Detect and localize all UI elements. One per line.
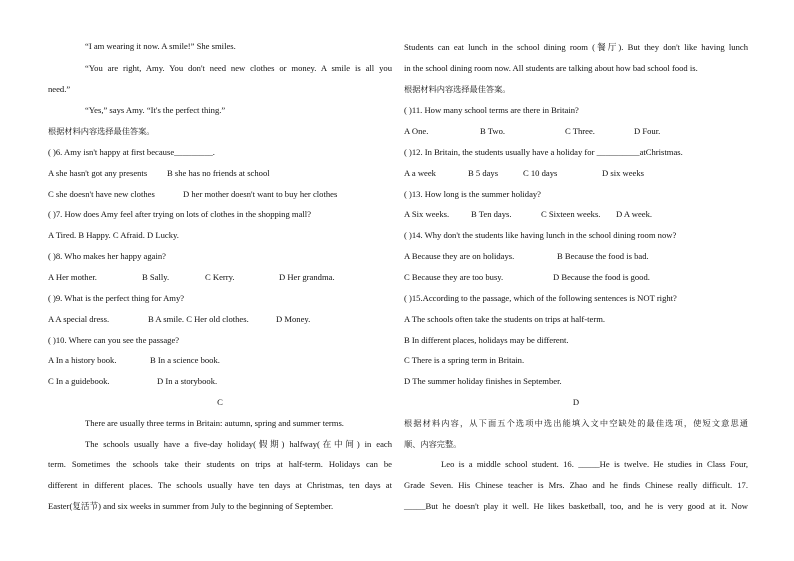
question-8-stem: ( )8. Who makes her happy again? <box>48 251 166 261</box>
option-a: A Six weeks. <box>404 209 450 219</box>
passage-line: Students can eat lunch in the school dining room (餐厅). But they don't like having lunch <box>404 42 748 52</box>
option-d: D Four. <box>634 126 661 136</box>
option-d: D Because the food is good. <box>553 272 650 282</box>
question-7-options: A Tired. B Happy. C Afraid. D Lucky. <box>48 230 179 240</box>
passage-line: Grade Seven. His Chinese teacher is Mrs. Zhao and he finds Chinese really difficult. 17. <box>404 480 748 490</box>
story-line: “You are right, Amy. You don't need new clothes or money. A smile is all you <box>85 63 392 73</box>
option-a: A In a history book. <box>48 355 117 365</box>
option-d: D The summer holiday finishes in September. <box>404 376 562 386</box>
option-c: C 10 days <box>523 168 558 178</box>
story-line: “Yes,” says Amy. “It's the perfect thing.” <box>85 105 226 115</box>
section-heading-d: D <box>572 397 580 407</box>
option-c: C Sixteen weeks. <box>541 209 601 219</box>
option-d: D Her grandma. <box>279 272 335 282</box>
option-c: C Kerry. <box>205 272 235 282</box>
question-11-stem: ( )11. How many school terms are there in Britain? <box>404 105 579 115</box>
option-d: D her mother doesn't want to buy her clothes <box>183 189 338 199</box>
option-a: A Her mother. <box>48 272 97 282</box>
passage-line: different in different places. The schools usually have ten days at Christmas, ten days at <box>48 480 392 490</box>
option-b: B Ten days. <box>471 209 512 219</box>
question-6-options <box>48 167 270 179</box>
option-c: C she doesn't have new clothes <box>48 189 155 199</box>
option-c: C There is a spring term in Britain. <box>404 355 525 365</box>
option-b-c: B A smile. C Her old clothes. <box>148 314 249 324</box>
question-13-options <box>404 208 652 220</box>
passage-line: term. Sometimes the schools take their students on trips at half-term. Holidays can be <box>48 459 392 469</box>
option-a: A The schools often take the students on trips at half-term. <box>404 314 606 324</box>
option-c: C In a guidebook. <box>48 376 110 386</box>
option-b: B In a science book. <box>150 355 220 365</box>
question-11-options <box>404 125 660 137</box>
question-12-options <box>404 167 644 179</box>
option-d: D In a storybook. <box>157 376 218 386</box>
passage-line: _____But he doesn't play it well. He likes basketball, too, and he is very good at it. Now <box>404 501 748 511</box>
question-13-stem: ( )13. How long is the summer holiday? <box>404 189 542 199</box>
question-12-stem: ( )12. In Britain, the students usually have a holiday for __________atChristmas. <box>404 147 683 157</box>
instruction-d: 根据材料内容，从下面五个选项中选出能填入文中空缺处的最佳选项，使短文意思通 <box>404 418 748 428</box>
option-c: C Because they are too busy. <box>404 272 504 282</box>
question-10-stem: ( )10. Where can you see the passage? <box>48 335 180 345</box>
instruction: 根据材料内容选择最佳答案。 <box>48 126 155 136</box>
passage-line: Leo is a middle school student. 16. _____He is twelve. He studies in Class Four, <box>441 459 748 469</box>
section-heading-c: C <box>217 397 223 407</box>
question-14-options <box>404 271 650 283</box>
question-6-options <box>48 188 337 200</box>
story-line: “I am wearing it now. A smile!” She smiles. <box>85 41 236 51</box>
option-a: A A special dress. <box>48 314 110 324</box>
option-b: B Because the food is bad. <box>557 251 649 261</box>
option-a: A One. <box>404 126 429 136</box>
option-b: B 5 days <box>468 168 499 178</box>
passage-line: Easter(复活节) and six weeks in summer from July to the beginning of September. <box>48 501 334 511</box>
option-c: C Three. <box>565 126 595 136</box>
question-14-options <box>404 250 649 262</box>
option-a: A a week <box>404 168 436 178</box>
passage-line: in the school dining room now. All students are talking about how bad school food is. <box>404 63 698 73</box>
question-10-options <box>48 354 220 366</box>
question-14-stem: ( )14. Why don't the students like having lunch in the school dining room now? <box>404 230 677 240</box>
passage-line: The schools usually have a five-day holiday(假期) halfway(在中间) in each <box>85 439 392 449</box>
option-a: A Because they are on holidays. <box>404 251 515 261</box>
question-7-stem: ( )7. How does Amy feel after trying on lots of clothes in the shopping mall? <box>48 209 312 219</box>
option-b: B she has no friends at school <box>167 168 270 178</box>
question-8-options <box>48 271 335 283</box>
option-d: D Money. <box>276 314 311 324</box>
question-9-stem: ( )9. What is the perfect thing for Amy? <box>48 293 185 303</box>
option-a: A she hasn't got any presents <box>48 168 148 178</box>
instruction-d: 顺、内容完整。 <box>404 439 462 449</box>
option-b: B In different places, holidays may be different. <box>404 335 569 345</box>
option-d: D six weeks <box>602 168 645 178</box>
passage-line: There are usually three terms in Britain: autumn, spring and summer terms. <box>85 418 344 428</box>
option-d: D A week. <box>616 209 653 219</box>
question-9-options <box>48 313 310 325</box>
question-10-options <box>48 375 217 387</box>
question-6-stem: ( )6. Amy isn't happy at first because_________. <box>48 147 215 157</box>
question-15-stem: ( )15.According to the passage, which of the following sentences is NOT right? <box>404 293 677 303</box>
option-b: B Two. <box>480 126 506 136</box>
instruction: 根据材料内容选择最佳答案。 <box>404 84 511 94</box>
story-line: need.” <box>48 84 71 94</box>
option-b: B Sally. <box>142 272 170 282</box>
